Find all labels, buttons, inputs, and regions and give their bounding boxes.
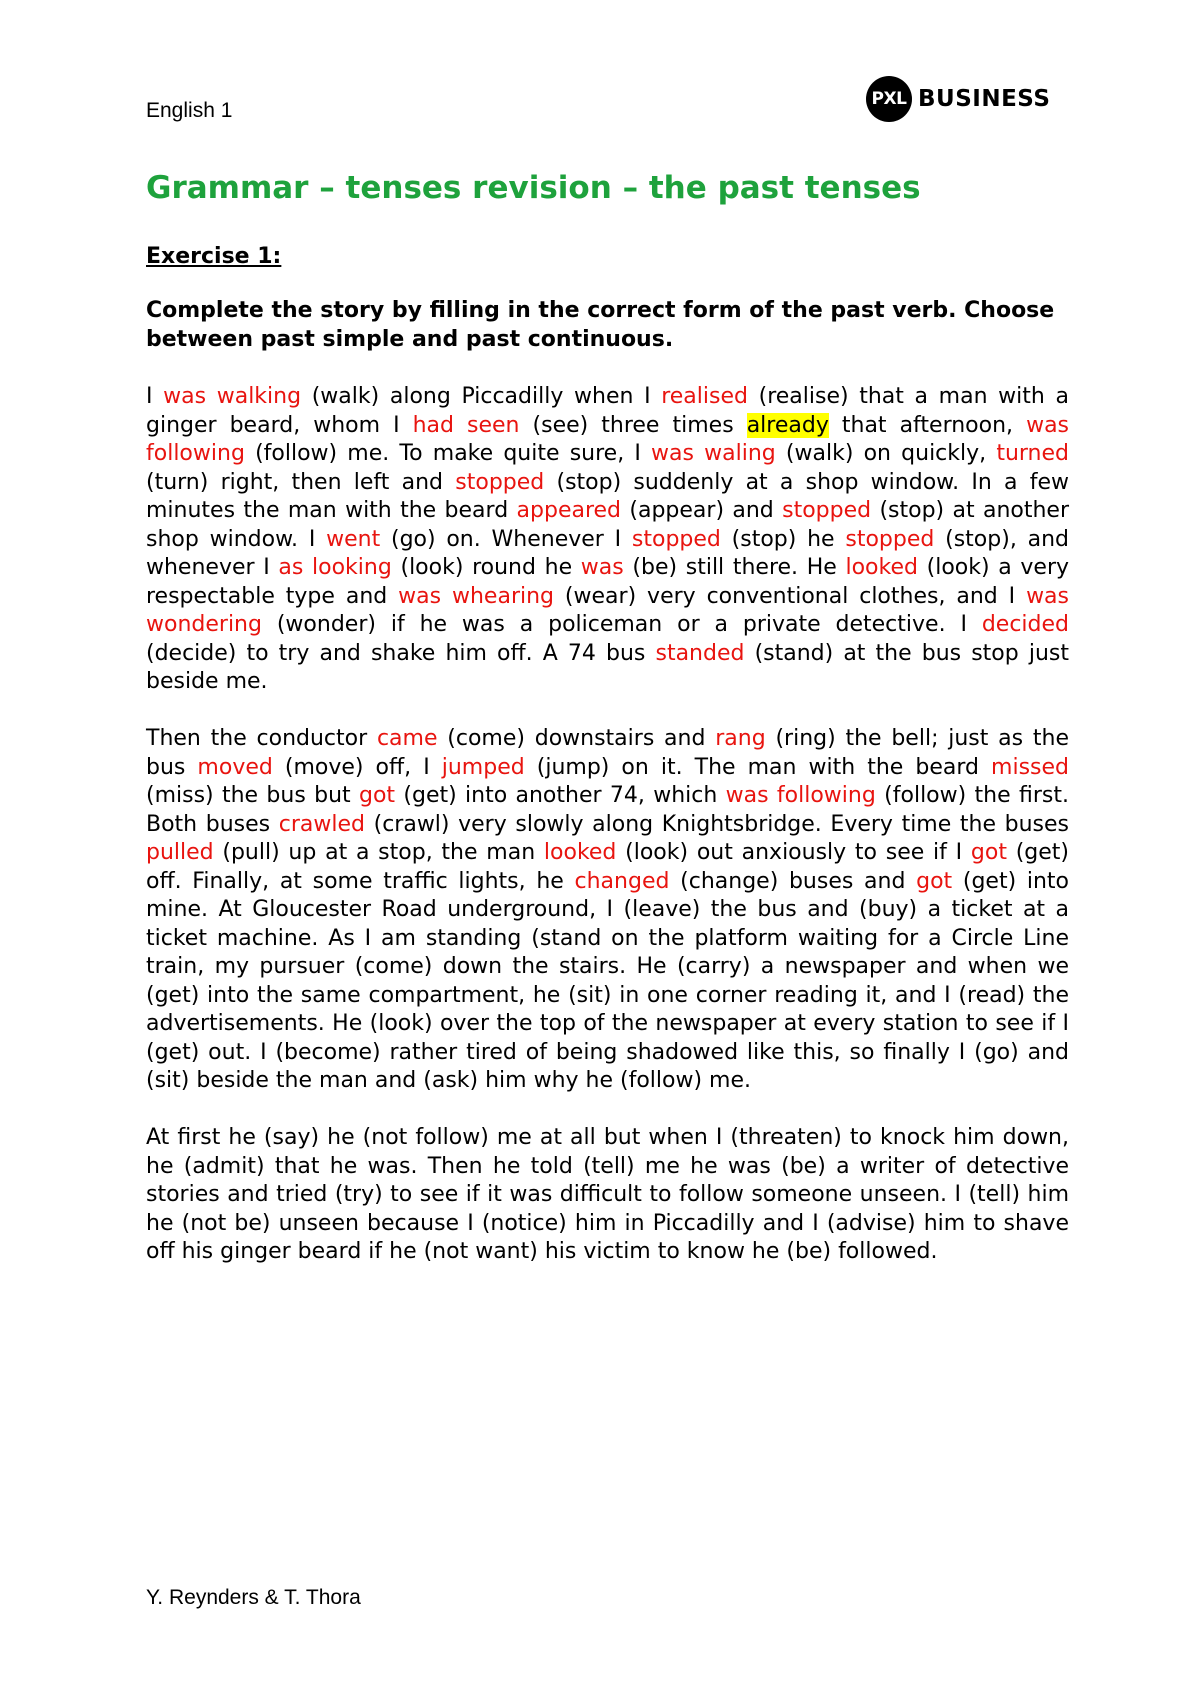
filled-answer: jumped xyxy=(441,754,525,780)
filled-answer: appeared xyxy=(516,498,622,523)
filled-answer: went xyxy=(326,526,381,552)
filled-answer: stopped xyxy=(845,526,935,552)
filled-answer: was whearing xyxy=(398,583,555,609)
filled-answer: decided xyxy=(981,612,1069,637)
filled-answer: had seen xyxy=(412,412,520,438)
logo-text: BUSINESS xyxy=(918,86,1051,112)
story-text-segment: (walk) on quickly, xyxy=(775,441,997,466)
story-text-segment: (move) off, I xyxy=(272,754,442,780)
story-text-segment: (stop) suddenly at a shop window. In a few minutes the man with the beard xyxy=(146,469,1070,523)
filled-answer: as looking xyxy=(278,555,392,580)
exercise-instructions: Complete the story by filling in the correct form of the past verb. Choose between past simple and past continuous. xyxy=(146,298,1055,352)
pxl-business-logo xyxy=(866,76,1050,122)
filled-answer: was xyxy=(580,555,624,580)
story-text-segment: (follow) me. To make quite sure, I xyxy=(244,441,652,466)
course-label: English 1 xyxy=(146,99,233,122)
story-text-segment: (look) round he xyxy=(391,555,581,580)
exercise-label: Exercise 1: xyxy=(146,244,282,269)
filled-answer: got xyxy=(970,840,1007,865)
filled-answer: was waling xyxy=(651,441,776,466)
filled-answer: was wondering xyxy=(146,583,1069,637)
story-text-segment: (come) downstairs and xyxy=(437,726,716,751)
story-text-segment: (walk) along Piccadilly when I xyxy=(301,384,662,409)
story-text-segment: (jump) on it. The man with the beard xyxy=(524,754,992,780)
filled-answer: realised xyxy=(661,384,748,409)
story-paragraph xyxy=(146,1124,1069,1267)
filled-answer: stopped xyxy=(631,526,721,552)
story-text-segment: (get) into mine. At Gloucester Road underground, I (leave) the bus and (buy) a ticket at a ticket machine. As I am standing (stand on the platform waiting for a Circle Line train, my pursuer (come) down the stairs. He (carry) a newspaper and when we (get) into the same compartment, he (sit) in one corner reading it, and I (read) the advertisements. He (look) over the top of the newspaper at every station to see if I (get) out. I (become) rather tired of being shadowed like this, so finally I (go) and (sit) beside the man and (ask) him why he (follow) me. xyxy=(146,868,1070,1093)
filled-answer: missed xyxy=(991,754,1069,780)
story-text xyxy=(146,383,1069,1295)
story-text-segment: (stop) at another shop window. I xyxy=(146,498,1069,552)
story-text-segment: (miss) the bus but xyxy=(146,783,359,808)
filled-answer: was following xyxy=(725,783,876,808)
filled-answer: crawled xyxy=(278,811,365,837)
filled-answer: moved xyxy=(197,754,273,780)
filled-answer: stopped xyxy=(455,469,545,495)
filled-answer: looked xyxy=(845,555,918,580)
story-text-segment: (appear) and xyxy=(621,498,783,523)
story-text-segment: (stop) he xyxy=(720,526,846,552)
filled-answer: turned xyxy=(996,441,1069,466)
story-text-segment: (turn) right, then left and xyxy=(146,469,456,495)
filled-answer: changed xyxy=(574,868,670,894)
story-text-segment: (crawl) very slowly along Knightsbridge. Every time the buses xyxy=(364,811,1069,837)
story-text-segment: (pull) up at a stop, the man xyxy=(213,840,544,865)
story-text-segment: At first he (say) he (not follow) me at all but when I (threaten) to knock him down, he (admit) that he was. Then he told (tell) me he was (be) a writer of detective stories and tried (try) to see if it was difficult to follow someone unseen. I (tell) him he (not be) unseen because I (notice) him in Piccadilly and I (advise) him to shave off his ginger beard if he (not want) his victim to know he (be) followed. xyxy=(146,1125,1069,1264)
story-text-segment: (wear) very conventional clothes, and I xyxy=(554,583,1027,609)
story-text-segment: (be) still there. He xyxy=(623,555,846,580)
filled-answer: was following xyxy=(146,412,1070,466)
story-text-segment: (follow) the first. Both buses xyxy=(146,783,1069,837)
filled-answer: standed xyxy=(655,640,745,666)
story-text-segment: I xyxy=(146,384,164,409)
story-text-segment: (look) a very respectable type and xyxy=(146,555,1070,609)
filled-answer: rang xyxy=(715,726,766,751)
story-text-segment: (see) three times xyxy=(519,412,747,438)
filled-answer: was walking xyxy=(163,384,302,409)
story-text-segment: that afternoon, xyxy=(828,412,1027,438)
story-paragraph xyxy=(146,725,1069,1096)
story-text-segment: (ring) the bell; just as the bus xyxy=(146,726,1070,780)
page-title: Grammar – tenses revision – the past tenses xyxy=(146,170,921,206)
footer-authors: Y. Reynders & T. Thora xyxy=(146,1586,361,1609)
story-text-segment: (get) into another 74, which xyxy=(395,783,726,808)
story-text-segment: (stand) at the bus stop just beside me. xyxy=(146,640,1069,694)
filled-answer: got xyxy=(359,783,396,808)
filled-answer: looked xyxy=(543,840,617,865)
story-text-segment: (look) out anxiously to see if I xyxy=(616,840,971,865)
filled-answer: pulled xyxy=(146,840,214,865)
filled-answer: stopped xyxy=(782,498,872,523)
story-text-segment: (decide) to try and shake him off. A 74 bus xyxy=(146,640,656,666)
story-text-segment: (stop), and whenever I xyxy=(146,526,1069,580)
story-text-segment: (wonder) if he was a policeman or a private detective. I xyxy=(261,612,982,637)
story-text-segment: (go) on. Whenever I xyxy=(380,526,632,552)
story-text-segment: (realise) that a man with a ginger beard, whom I xyxy=(146,384,1069,438)
filled-answer: came xyxy=(376,726,438,751)
story-text-segment: (change) buses and xyxy=(669,868,917,894)
story-text-segment: Then the conductor xyxy=(146,726,377,751)
highlighted-word: already xyxy=(746,412,829,438)
logo-mark: PXL xyxy=(866,76,912,122)
filled-answer: got xyxy=(916,868,953,894)
story-paragraph xyxy=(146,383,1069,697)
story-text-segment: (get) off. Finally, at some traffic lights, he xyxy=(146,840,1069,894)
